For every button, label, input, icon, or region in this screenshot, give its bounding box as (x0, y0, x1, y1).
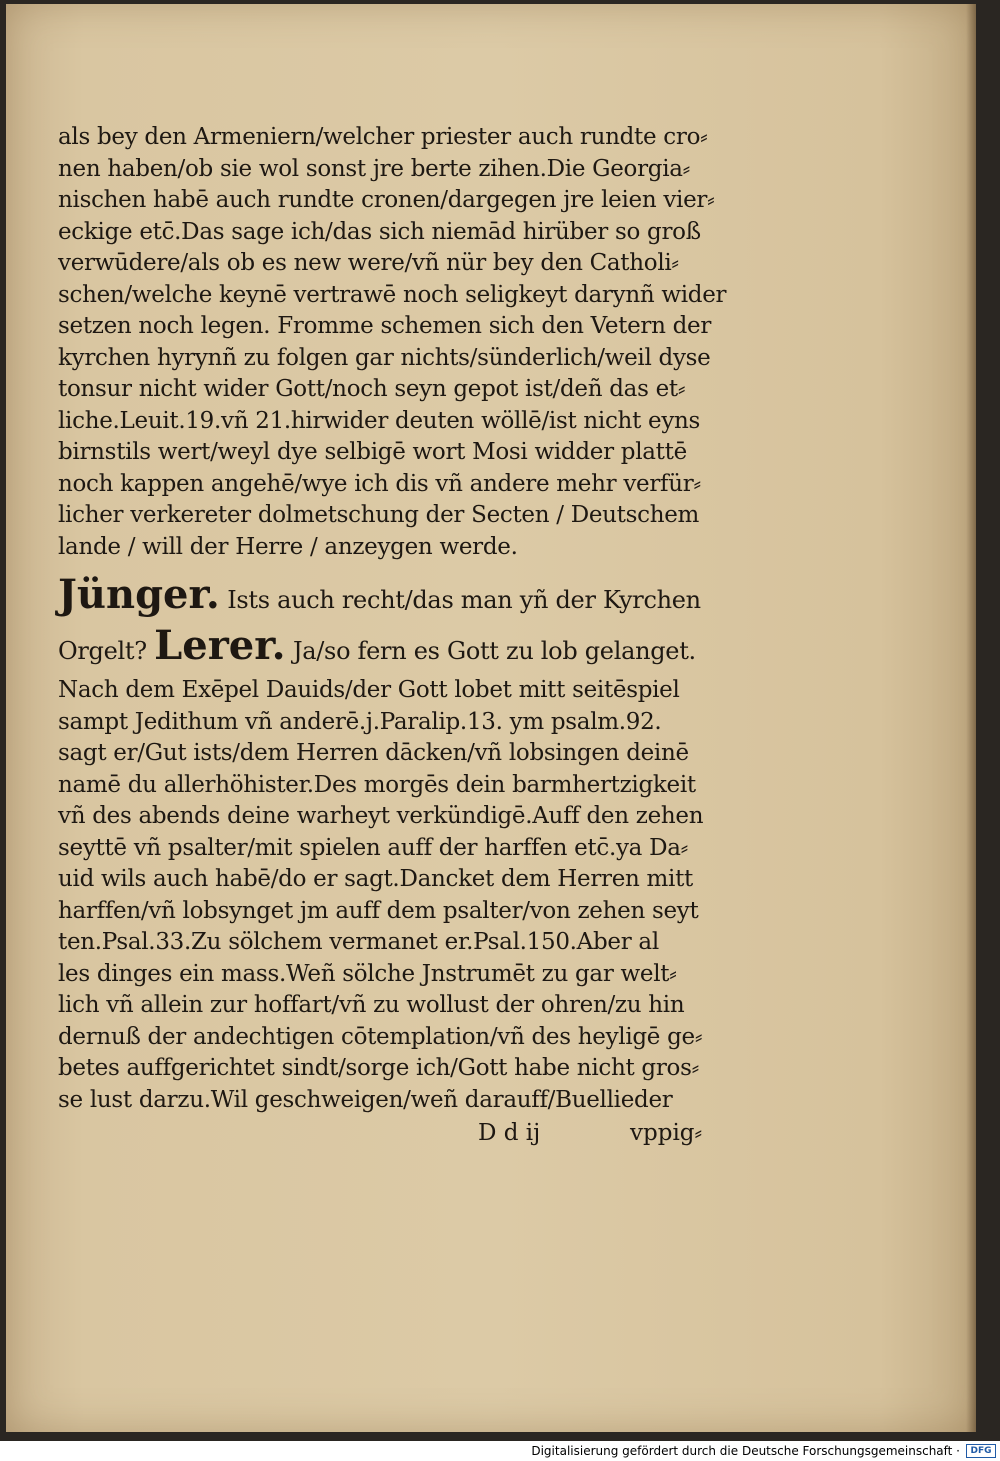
speaker-juenger: Jünger. (58, 571, 220, 618)
catchword: vppig⸗ (630, 1120, 703, 1146)
text-line: als bey den Armeniern/welcher priester auch rundte cro⸗ (58, 124, 708, 150)
text-line: liche.Leuit.19.vñ 21.hirwider deuten wöllē/ist nicht eyns (58, 407, 701, 434)
speaker-lerer: Lerer. (154, 622, 286, 669)
text-line: vñ des abends deine warheyt verkündigē.Auff den zehen (58, 803, 704, 829)
answer-text: Ja/so fern es Gott zu lob gelanget. (292, 637, 696, 665)
text-line: eckige etc̄.Das sage ich/das sich niemād hirüber so groß (58, 218, 701, 245)
text-line: Nach dem Exēpel Dauids/der Gott lobet mitt seitēspiel (58, 677, 680, 703)
text-block (58, 122, 748, 1150)
text-line: uid wils auch habē/do er sagt.Dancket dem Herren mitt (58, 866, 693, 892)
text-line: lande / will der Herre / anzeygen werde. (58, 533, 518, 560)
text-line: tonsur nicht wider Gott/noch seyn gepot ist/deñ das et⸗ (58, 376, 686, 402)
text-line: sampt Jedithum vñ anderē.j.Paralip.13. ym psalm.92. (58, 708, 662, 735)
text-line: ten.Psal.33.Zu sölchem vermanet er.Psal.150.Aber al (58, 929, 659, 955)
question-continuation: Orgelt? (58, 637, 147, 665)
text-line: nischen habē auch rundte cronen/dargegen jre leien vier⸗ (58, 187, 715, 213)
text-line: harffen/vñ lobsynget jm auff dem psalter/von zehen seyt (58, 897, 699, 924)
dialog-question-line (58, 569, 748, 621)
dfg-logo: DFG (966, 1444, 996, 1458)
text-line: verwūdere/als ob es new were/vñ nür bey den Catholi⸗ (58, 250, 679, 276)
text-line: seyttē vñ psalter/mit spielen auff der harffen etc̄.ya Da⸗ (58, 834, 688, 861)
text-line: les dinges ein mass.Weñ sölche Jnstrumēt zu gar welt⸗ (58, 960, 677, 987)
page-edge-shadow (966, 4, 976, 1432)
paragraph-bottom (58, 675, 748, 1116)
question-text: Ists auch recht/das man yñ der Kyrchen (227, 586, 701, 614)
text-line: schen/welche keynē vertrawē noch seligkeyt darynñ wider (58, 281, 727, 308)
text-line: lich vñ allein zur hoffart/vñ zu wollust der ohren/zu hin (58, 992, 685, 1018)
text-line: nen haben/ob sie wol sonst jre berte zihen.Die Georgia⸗ (58, 155, 691, 182)
text-line: licher verkereter dolmetschung der Secten / Deutschem (58, 502, 700, 528)
text-line: dernuß der andechtigen cōtemplation/vñ des heyligē ge⸗ (58, 1023, 703, 1050)
text-line: kyrchen hyrynñ zu folgen gar nichts/sünderlich/weil dyse (58, 344, 711, 371)
funding-credit: Digitalisierung gefördert durch die Deutsche Forschungsgemeinschaft · (531, 1444, 960, 1458)
text-line: noch kappen angehē/wye ich dis vñ andere mehr verfür⸗ (58, 470, 701, 497)
text-line: birnstils wert/weyl dye selbigē wort Mosi widder plattē (58, 439, 687, 465)
book-page (6, 4, 976, 1432)
signature-mark: D d ij (478, 1120, 541, 1146)
text-line: betes auffgerichtet sindt/sorge ich/Gott habe nicht gros⸗ (58, 1055, 699, 1081)
credit-bar (0, 1441, 1000, 1461)
text-line: setzen noch legen. Fromme schemen sich den Vetern der (58, 313, 712, 339)
page-footer-line (58, 1116, 748, 1150)
text-line: se lust darzu.Wil geschweigen/weñ darauff/Buellieder (58, 1086, 673, 1113)
paragraph-top (58, 122, 748, 563)
text-line: namē du allerhöhister.Des morgēs dein barmhertzigkeit (58, 771, 696, 798)
dialog-answer-line (58, 621, 748, 671)
text-line: sagt er/Gut ists/dem Herren dācken/vñ lobsingen deinē (58, 740, 689, 766)
